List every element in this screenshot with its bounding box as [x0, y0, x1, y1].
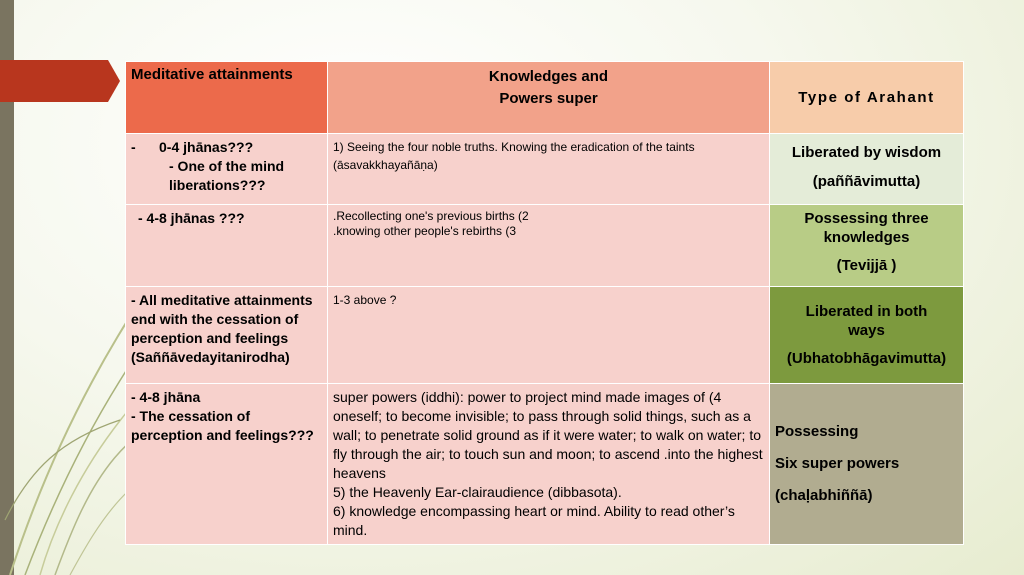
arahant-type-name: Liberated in both ways — [805, 303, 928, 339]
arahant-type-name: Possessing three knowledges — [804, 210, 929, 246]
attainment-text: 0-4 jhānas??? — [159, 139, 254, 155]
table-header-row — [126, 62, 964, 134]
attainment-cell — [126, 134, 328, 205]
slide-accent-tab — [0, 60, 120, 102]
knowledge-text: 1) Seeing the four noble truths. Knowing the eradication of the taints — [333, 140, 695, 154]
header-knowledges-line1: Knowledges and — [488, 68, 609, 85]
arahant-type-pali: (Tevijjā ) — [836, 257, 897, 274]
knowledge-cell — [328, 384, 770, 545]
table-row — [126, 287, 964, 384]
knowledge-text: 5) the Heavenly Ear-clairaudience (dibbasota). — [333, 484, 622, 500]
table-row — [126, 205, 964, 287]
table-row — [126, 134, 964, 205]
arahant-type-cell — [770, 205, 964, 287]
knowledge-cell: 1-3 above ? — [328, 287, 770, 384]
header-knowledges-line2: Powers super — [499, 90, 598, 107]
attainment-text: - 4-8 jhāna — [131, 389, 201, 405]
arahant-type-pali: (Ubhatobhāgavimutta) — [786, 350, 947, 367]
knowledge-text: 6) knowledge encompassing heart or mind. Ability to read other’s mind. — [333, 503, 735, 538]
knowledge-cell — [328, 205, 770, 287]
knowledge-text: .knowing other people's rebirths (3 — [333, 224, 517, 238]
arahant-table — [125, 61, 964, 545]
knowledge-text: .Recollecting one's previous births (2 — [333, 209, 529, 223]
arahant-type-name: Possessing — [775, 423, 859, 440]
header-knowledges — [328, 62, 770, 134]
knowledge-text: (āsavakkhayañāṇa) — [333, 158, 438, 172]
arahant-type-cell — [770, 384, 964, 545]
header-meditative-attainments: Meditative attainments — [126, 62, 328, 134]
bullet: - — [131, 139, 136, 155]
attainment-cell: - 4-8 jhānas ??? — [126, 205, 328, 287]
attainment-cell — [126, 384, 328, 545]
knowledge-cell — [328, 134, 770, 205]
arahant-type-pali: (paññāvimutta) — [812, 173, 921, 190]
arahant-type-cell — [770, 287, 964, 384]
arahant-type-name: Six super powers — [775, 455, 900, 472]
arahant-type-name: Liberated by wisdom — [791, 144, 942, 161]
attainment-text: liberations??? — [169, 177, 266, 193]
arahant-type-pali: (chaḷabhiññā) — [775, 487, 873, 504]
table-row — [126, 384, 964, 545]
knowledge-text: super powers (iddhi): power to project mind made images of (4 oneself; to become invisible; to pass through solid things, such as a wall; to penetrate solid ground as if it were water; to walk on water; to fly through the air; to touch sun and moon; to ascend .into the highest heavens — [333, 389, 763, 481]
attainment-cell: - All meditative attainments end with the cessation of perception and feelings (Saññāvedayitanirodha) — [126, 287, 328, 384]
header-type-of-arahant: Type of Arahant — [770, 62, 964, 134]
attainment-text: - One of the mind — [169, 158, 285, 174]
attainment-text: - The cessation of perception and feelings??? — [131, 408, 314, 443]
arahant-type-cell — [770, 134, 964, 205]
